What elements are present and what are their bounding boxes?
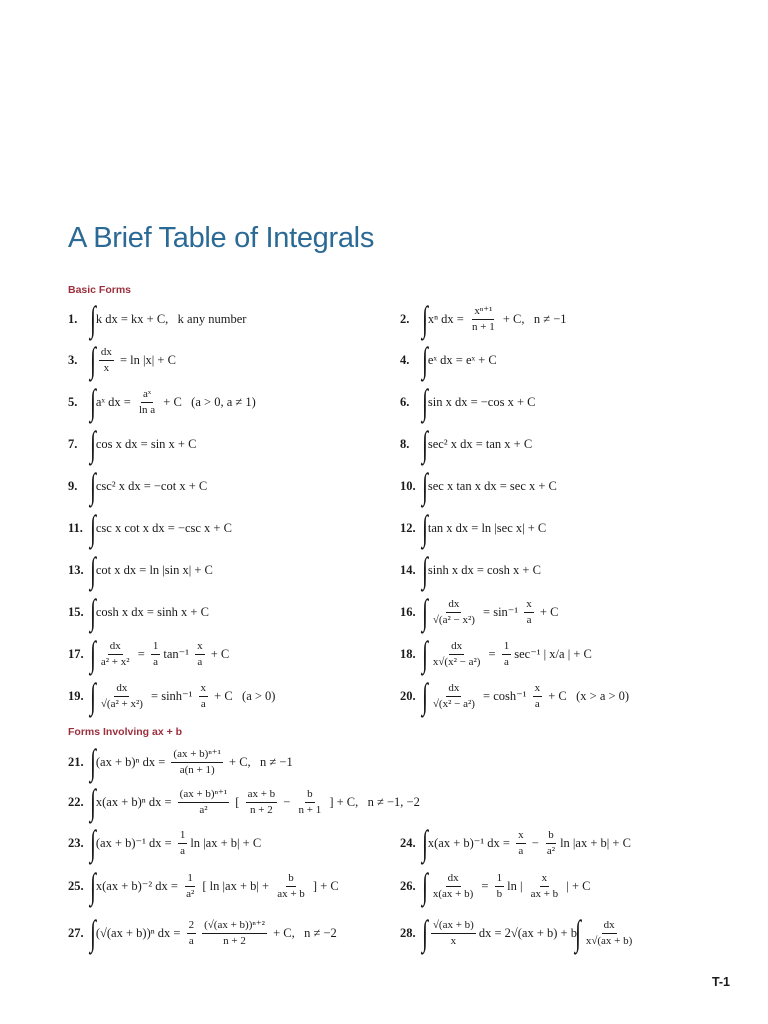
formula-number: 21. <box>68 754 84 769</box>
formula-text: [ <box>232 794 243 809</box>
formula-number: 18. <box>400 646 416 661</box>
formula-number: 26. <box>400 878 416 893</box>
formula-text: | x/a | + C <box>543 646 592 661</box>
denominator: a² <box>186 887 195 900</box>
denominator: a <box>197 655 203 668</box>
fraction <box>431 640 483 667</box>
fraction <box>99 640 132 667</box>
integral-sign: ∫ <box>89 550 96 590</box>
numerator: 2 <box>187 919 197 933</box>
numerator: dx <box>99 346 114 360</box>
fraction <box>584 919 634 946</box>
formula-number: 16. <box>400 604 416 619</box>
formula-27 <box>68 913 337 953</box>
denominator: n + 1 <box>472 320 495 333</box>
integral-sign: ∫ <box>89 782 96 822</box>
integral-sign: ∫ <box>89 299 96 339</box>
denominator: √(a² − x²) <box>432 613 475 626</box>
formula-10 <box>400 466 557 506</box>
formula-number: 8. <box>400 436 410 451</box>
formula-text: + C <box>536 604 559 619</box>
formula-19 <box>68 676 275 716</box>
numerator: 1 <box>495 872 505 886</box>
formula-text: + C, n ≠ −2 <box>269 925 337 940</box>
formula-text: ln |ax + b| + C <box>560 835 631 850</box>
formula-17 <box>68 634 229 674</box>
formula-text: k dx = kx + C, k any number <box>95 311 247 326</box>
numerator: b <box>546 829 556 843</box>
integral-sign: ∫ <box>89 382 96 422</box>
formula-text: = ln |x| + C <box>116 352 176 367</box>
formula-14 <box>400 550 541 590</box>
numerator: b <box>305 788 315 802</box>
formula-number: 7. <box>68 436 78 451</box>
numerator: 1 <box>178 829 188 843</box>
formula-3 <box>68 340 176 380</box>
fraction <box>516 829 526 856</box>
formula-6 <box>400 382 536 422</box>
formula-text: + C (a > 0, a ≠ 1) <box>160 394 256 409</box>
fraction <box>151 640 161 667</box>
formula-text: x(ax + b)ⁿ dx = <box>95 794 175 809</box>
formula-22 <box>68 782 420 822</box>
fraction <box>502 640 512 667</box>
fraction <box>431 919 476 946</box>
numerator: (√(ax + b))ⁿ⁺² <box>202 919 267 933</box>
fraction <box>187 919 197 946</box>
numerator: x <box>524 598 534 612</box>
formula-text: ln | <box>507 878 526 893</box>
numerator: dx <box>602 919 617 933</box>
formula-24 <box>400 823 631 863</box>
formula-number: 23. <box>68 835 84 850</box>
numerator: x <box>199 682 209 696</box>
denominator: x√(ax + b) <box>585 934 633 947</box>
integral-sign: ∫ <box>574 913 581 953</box>
formula-number: 27. <box>68 925 84 940</box>
formula-number: 28. <box>400 925 416 940</box>
numerator: dx <box>446 872 461 886</box>
numerator: dx <box>449 640 464 654</box>
denominator: ax + b <box>277 887 305 900</box>
formula-text: [ ln |ax + b| + <box>199 878 273 893</box>
formula-4 <box>400 340 497 380</box>
numerator: (ax + b)ⁿ⁺¹ <box>171 748 222 762</box>
integral-sign: ∫ <box>421 508 428 548</box>
fraction <box>202 919 267 946</box>
fraction <box>199 682 209 709</box>
denominator: a <box>534 697 540 710</box>
integral-sign: ∫ <box>89 676 96 716</box>
formula-text: + C, n ≠ −1 <box>499 311 567 326</box>
formula-number: 24. <box>400 835 416 850</box>
integral-sign: ∫ <box>89 508 96 548</box>
formula-text: (√(ax + b))ⁿ dx = <box>95 925 184 940</box>
denominator: x√(x² − a²) <box>432 655 481 668</box>
formula-text: x(ax + b)⁻¹ dx = <box>427 836 514 850</box>
formula-7 <box>68 424 196 464</box>
formula-number: 15. <box>68 604 84 619</box>
denominator: a <box>504 655 509 668</box>
section-heading-basic-forms: Basic Forms <box>68 284 132 296</box>
formula-text: eˣ dx = eˣ + C <box>427 352 497 367</box>
numerator: (ax + b)ⁿ⁺¹ <box>178 788 229 802</box>
denominator: ln a <box>138 403 156 416</box>
fraction <box>431 682 477 709</box>
integral-sign: ∫ <box>421 382 428 422</box>
denominator: n + 1 <box>298 803 322 816</box>
numerator: ax + b <box>246 788 278 802</box>
fraction <box>529 872 561 899</box>
fraction <box>296 788 323 815</box>
denominator: a <box>180 844 186 857</box>
integral-sign: ∫ <box>421 823 428 863</box>
formula-text: xⁿ dx = <box>427 311 467 326</box>
denominator: x <box>103 361 110 374</box>
fraction <box>275 872 307 899</box>
denominator: a² <box>546 844 556 857</box>
formula-text: sin x dx = −cos x + C <box>427 394 536 409</box>
integral-sign: ∫ <box>421 592 428 632</box>
integral-sign: ∫ <box>421 913 428 953</box>
formula-text: − <box>280 794 294 809</box>
denominator: n + 2 <box>223 934 246 947</box>
denominator: n + 2 <box>250 803 273 816</box>
integral-sign: ∫ <box>421 340 428 380</box>
denominator: a <box>200 697 206 710</box>
formula-text: ln |ax + b| + C <box>190 835 262 850</box>
formula-number: 1. <box>68 311 78 326</box>
fraction <box>524 598 534 625</box>
formula-number: 4. <box>400 352 410 367</box>
formula-text: + C (x > a > 0) <box>545 688 630 703</box>
integral-sign: ∫ <box>89 592 96 632</box>
fraction <box>99 682 145 709</box>
formula-text: = <box>485 646 499 661</box>
numerator: dx <box>446 598 461 612</box>
numerator: dx <box>446 682 461 696</box>
formula-8 <box>400 424 532 464</box>
numerator: x <box>195 640 205 654</box>
fraction <box>195 640 205 667</box>
integral-sign: ∫ <box>89 634 96 674</box>
fraction <box>431 598 477 625</box>
formula-number: 13. <box>68 562 84 577</box>
formula-number: 6. <box>400 394 410 409</box>
denominator: a² + x² <box>100 655 130 668</box>
formula-13 <box>68 550 213 590</box>
formula-number: 19. <box>68 688 84 703</box>
formula-text: (ax + b)ⁿ dx = <box>95 754 169 769</box>
integral-sign: ∫ <box>89 866 96 906</box>
fraction <box>495 872 505 899</box>
formula-text: cot x dx = ln |sin x| + C <box>95 562 213 577</box>
fraction <box>137 388 157 415</box>
integral-sign: ∫ <box>421 866 428 906</box>
formula-text: cos x dx = sin x + C <box>95 436 197 451</box>
formula-text: = <box>134 646 148 661</box>
formula-number: 20. <box>400 688 416 703</box>
denominator: a <box>518 844 524 857</box>
denominator: √(x² − a²) <box>432 697 475 710</box>
integral-sign: ∫ <box>421 550 428 590</box>
fraction <box>470 305 497 332</box>
fraction <box>545 829 557 856</box>
formula-11 <box>68 508 232 548</box>
denominator: a <box>188 934 194 947</box>
formula-number: 17. <box>68 646 84 661</box>
formula-text: tan⁻¹ <box>163 647 193 661</box>
fraction <box>178 829 188 856</box>
formula-text: ] + C, n ≠ −1, −2 <box>326 794 420 809</box>
numerator: aˣ <box>141 388 153 402</box>
integral-sign: ∫ <box>421 466 428 506</box>
formula-number: 12. <box>400 520 416 535</box>
integral-sign: ∫ <box>89 913 96 953</box>
formula-text: aˣ dx = <box>95 394 134 409</box>
formula-text: = <box>478 878 492 893</box>
numerator: x <box>533 682 543 696</box>
integral-sign: ∫ <box>89 424 96 464</box>
numerator: 1 <box>185 872 195 886</box>
integral-sign: ∫ <box>89 340 96 380</box>
formula-text: | + C <box>563 878 591 893</box>
formula-number: 9. <box>68 478 78 493</box>
formula-text: x(ax + b)⁻² dx = <box>95 879 182 893</box>
formula-23 <box>68 823 261 863</box>
formula-text: tan x dx = ln |sec x| + C <box>427 520 547 535</box>
numerator: 1 <box>502 640 512 654</box>
formula-12 <box>400 508 546 548</box>
numerator: dx <box>108 640 123 654</box>
formula-9 <box>68 466 207 506</box>
formula-text: csc x cot x dx = −csc x + C <box>95 520 232 535</box>
fraction <box>533 682 543 709</box>
formula-text: = cosh⁻¹ <box>479 689 530 703</box>
formula-number: 2. <box>400 311 410 326</box>
formula-21 <box>68 742 293 782</box>
denominator: √(a² + x²) <box>100 697 143 710</box>
formula-number: 10. <box>400 478 416 493</box>
integral-sign: ∫ <box>421 676 428 716</box>
formula-1 <box>68 299 246 339</box>
fraction <box>184 872 196 899</box>
formula-15 <box>68 592 209 632</box>
denominator: x(ax + b) <box>432 887 474 900</box>
formula-text: sinh x dx = cosh x + C <box>427 562 541 577</box>
denominator: a <box>153 655 159 668</box>
formula-28 <box>400 913 637 953</box>
formula-5 <box>68 382 256 422</box>
formula-2 <box>400 299 567 339</box>
formula-number: 5. <box>68 394 78 409</box>
formula-text: + C (a > 0) <box>211 688 276 703</box>
integral-sign: ∫ <box>89 742 96 782</box>
numerator: x <box>516 829 526 843</box>
formula-text: − <box>528 835 542 850</box>
fraction <box>246 788 278 815</box>
formula-text: dx = 2√(ax + b) + b <box>478 925 577 940</box>
fraction <box>431 872 475 899</box>
numerator: xⁿ⁺¹ <box>472 305 494 319</box>
denominator: a² <box>199 803 208 816</box>
formula-number: 11. <box>68 520 83 535</box>
integral-sign: ∫ <box>421 424 428 464</box>
formula-text: ] + C <box>309 878 339 893</box>
formula-text: (ax + b)⁻¹ dx = <box>95 836 175 850</box>
formula-text: sec⁻¹ <box>514 647 544 661</box>
formula-text: sec x tan x dx = sec x + C <box>427 478 557 493</box>
numerator: 1 <box>151 640 161 654</box>
denominator: a <box>526 613 532 626</box>
page-title: A Brief Table of Integrals <box>68 222 375 254</box>
denominator: a(n + 1) <box>179 763 215 776</box>
formula-16 <box>400 592 558 632</box>
formula-text: csc² x dx = −cot x + C <box>95 478 208 493</box>
formula-26 <box>400 866 590 906</box>
fraction <box>171 748 222 775</box>
formula-number: 22. <box>68 794 84 809</box>
formula-25 <box>68 866 339 906</box>
integral-sign: ∫ <box>89 823 96 863</box>
numerator: dx <box>114 682 129 696</box>
integral-sign: ∫ <box>89 466 96 506</box>
denominator: ax + b <box>530 887 559 900</box>
denominator: b <box>496 887 503 900</box>
fraction <box>178 788 229 815</box>
formula-number: 25. <box>68 878 84 893</box>
formula-text: + C, n ≠ −1 <box>225 754 293 769</box>
formula-text: cosh x dx = sinh x + C <box>95 604 209 619</box>
formula-number: 14. <box>400 562 416 577</box>
formula-text: + C <box>207 646 230 661</box>
formula-text: = sinh⁻¹ <box>147 689 196 703</box>
numerator: x <box>540 872 550 886</box>
numerator: b <box>286 872 296 886</box>
denominator: x <box>450 934 457 947</box>
integral-sign: ∫ <box>421 299 428 339</box>
formula-18 <box>400 634 592 674</box>
formula-text: sec² x dx = tan x + C <box>427 436 533 451</box>
page-number: T-1 <box>711 975 730 989</box>
numerator: √(ax + b) <box>431 919 476 933</box>
formula-number: 3. <box>68 352 78 367</box>
integral-sign: ∫ <box>421 634 428 674</box>
formula-20 <box>400 676 629 716</box>
fraction <box>99 346 114 373</box>
section-heading-forms-ax-plus-b: Forms Involving ax + b <box>68 726 183 738</box>
formula-text: = sin⁻¹ <box>479 605 522 619</box>
